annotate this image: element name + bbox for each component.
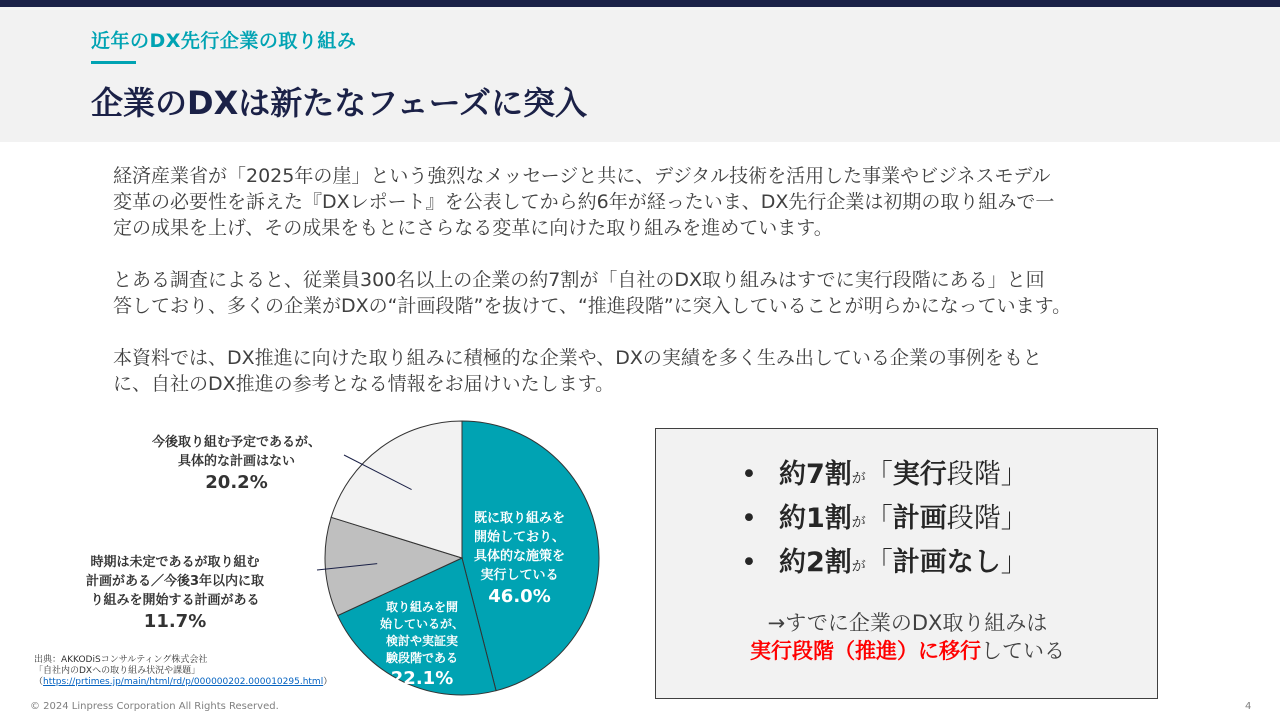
subtitle-underline [91, 61, 136, 64]
text-line: とある調査によると、従業員300名以上の企業の約7割が「自社のDX取り組みはすでに実行段階にある」と回 [113, 269, 1045, 291]
conclusion-tail: している [981, 639, 1065, 663]
summary-amount: 約2割 [779, 547, 852, 578]
list-item [741, 455, 1028, 499]
source-line: 「自社内のDXへの取り組み状況や課題」 [34, 666, 201, 676]
text-line: 本資料では、DX推進に向けた取り組みに積極的な企業や、DXの実績を多く生み出している企業の事例をもと [113, 347, 1042, 369]
pie-value-planned: 11.7% [143, 611, 207, 632]
pie-label-line: 計画がある／今後3年以内に取 [86, 574, 265, 589]
summary-list [741, 455, 1028, 587]
pie-label-line: 験段階である [386, 651, 459, 665]
intro-paragraph-3 [113, 345, 1193, 397]
intro-paragraph-2 [113, 267, 1193, 319]
bracket: 「 [865, 547, 893, 578]
paren: ） [323, 677, 333, 687]
summary-rest: 段階 [946, 503, 1001, 534]
text-line: に、自社のDX推進の参考となる情報をお届けいたします。 [113, 373, 615, 395]
list-item [741, 543, 1028, 587]
pie-label-line: 検討や実証実 [386, 634, 459, 648]
bullet-icon: • [741, 459, 757, 490]
summary-amount: 約7割 [779, 459, 852, 490]
pie-label-line: 具体的な計画はない [178, 454, 296, 469]
pie-label-line: 時期は未定であるが取り組む [90, 555, 260, 570]
section-subtitle: 近年のDX先行企業の取り組み [91, 30, 357, 52]
text-line: 答しており、多くの企業がDXの“計画段階”を抜けて、“推進段階”に突入していることが明らかになっています。 [113, 295, 1072, 317]
bracket: 」 [1000, 459, 1028, 490]
copyright: © 2024 Linpress Corporation All Rights Reserved. [30, 701, 279, 712]
bracket: 「 [865, 459, 893, 490]
bracket: 」 [1000, 503, 1028, 534]
pie-label-line: 具体的な施策を [474, 549, 566, 564]
intro-paragraph-1 [113, 163, 1193, 241]
pie-value-implementing: 46.0% [488, 586, 551, 607]
text-line: 経済産業省が「2025年の崖」という強烈なメッセージと共に、デジタル技術を活用した事業やビジネスモデル [113, 165, 1051, 187]
bracket: 」 [1000, 547, 1028, 578]
pie-label-line: 開始しており、 [474, 530, 566, 545]
bullet-icon: • [741, 503, 757, 534]
pie-label-line: り組みを開始する計画がある [90, 593, 260, 608]
pie-label-experimenting [380, 599, 464, 691]
pie-label-line: 始しているが、 [380, 617, 465, 631]
summary-particle: が [851, 559, 866, 575]
page-title: 企業のDXは新たなフェーズに突入 [91, 84, 588, 122]
pie-label-line: 取り組みを開 [386, 600, 459, 614]
pie-label-unspecified [152, 433, 321, 495]
summary-emphasis: 計画 [892, 503, 947, 534]
pie-label-line: 既に取り組みを [474, 511, 566, 526]
summary-particle: が [851, 471, 866, 487]
bullet-icon: • [741, 547, 757, 578]
summary-amount: 約1割 [779, 503, 852, 534]
text-line: 変革の必要性を訴えた『DXレポート』を公表してから約6年が経ったいま、DX先行企業は初期の取り組みで一 [113, 191, 1055, 213]
pie-label-line: 今後取り組む予定であるが、 [152, 435, 322, 450]
summary-box [655, 428, 1158, 699]
list-item [741, 499, 1028, 543]
pie-value-unspecified: 20.2% [205, 472, 268, 493]
summary-particle: が [851, 515, 866, 531]
top-accent-bar [0, 0, 1280, 7]
conclusion-text [656, 637, 1159, 665]
source-line [34, 677, 332, 688]
source-line: 出典：AKKODiSコンサルティング株式会社 [34, 655, 208, 665]
pie-value-experimenting: 22.1% [390, 668, 454, 689]
text-line: 定の成果を上げ、その成果をもとにさらなる変革に向けた取り組みを進めています。 [113, 217, 833, 239]
bracket: 「 [865, 503, 893, 534]
pie-label-planned [86, 553, 264, 634]
pie-label-line: 実行している [480, 568, 559, 583]
intro-text [113, 163, 1193, 423]
source-link[interactable]: https://prtimes.jp/main/html/rd/p/000000202.000010295.html [43, 677, 324, 687]
summary-emphasis: 計画なし [892, 547, 1001, 578]
source-citation [34, 655, 332, 688]
conclusion-lead: →すでに企業のDX取り組みは [767, 611, 1048, 635]
page-number: 4 [1245, 701, 1252, 712]
summary-emphasis: 実行 [892, 459, 947, 490]
summary-rest: 段階 [946, 459, 1001, 490]
paren: （ [34, 677, 44, 687]
conclusion-highlight: 実行段階（推進）に移行 [750, 639, 981, 663]
pie-label-implementing [474, 509, 565, 609]
